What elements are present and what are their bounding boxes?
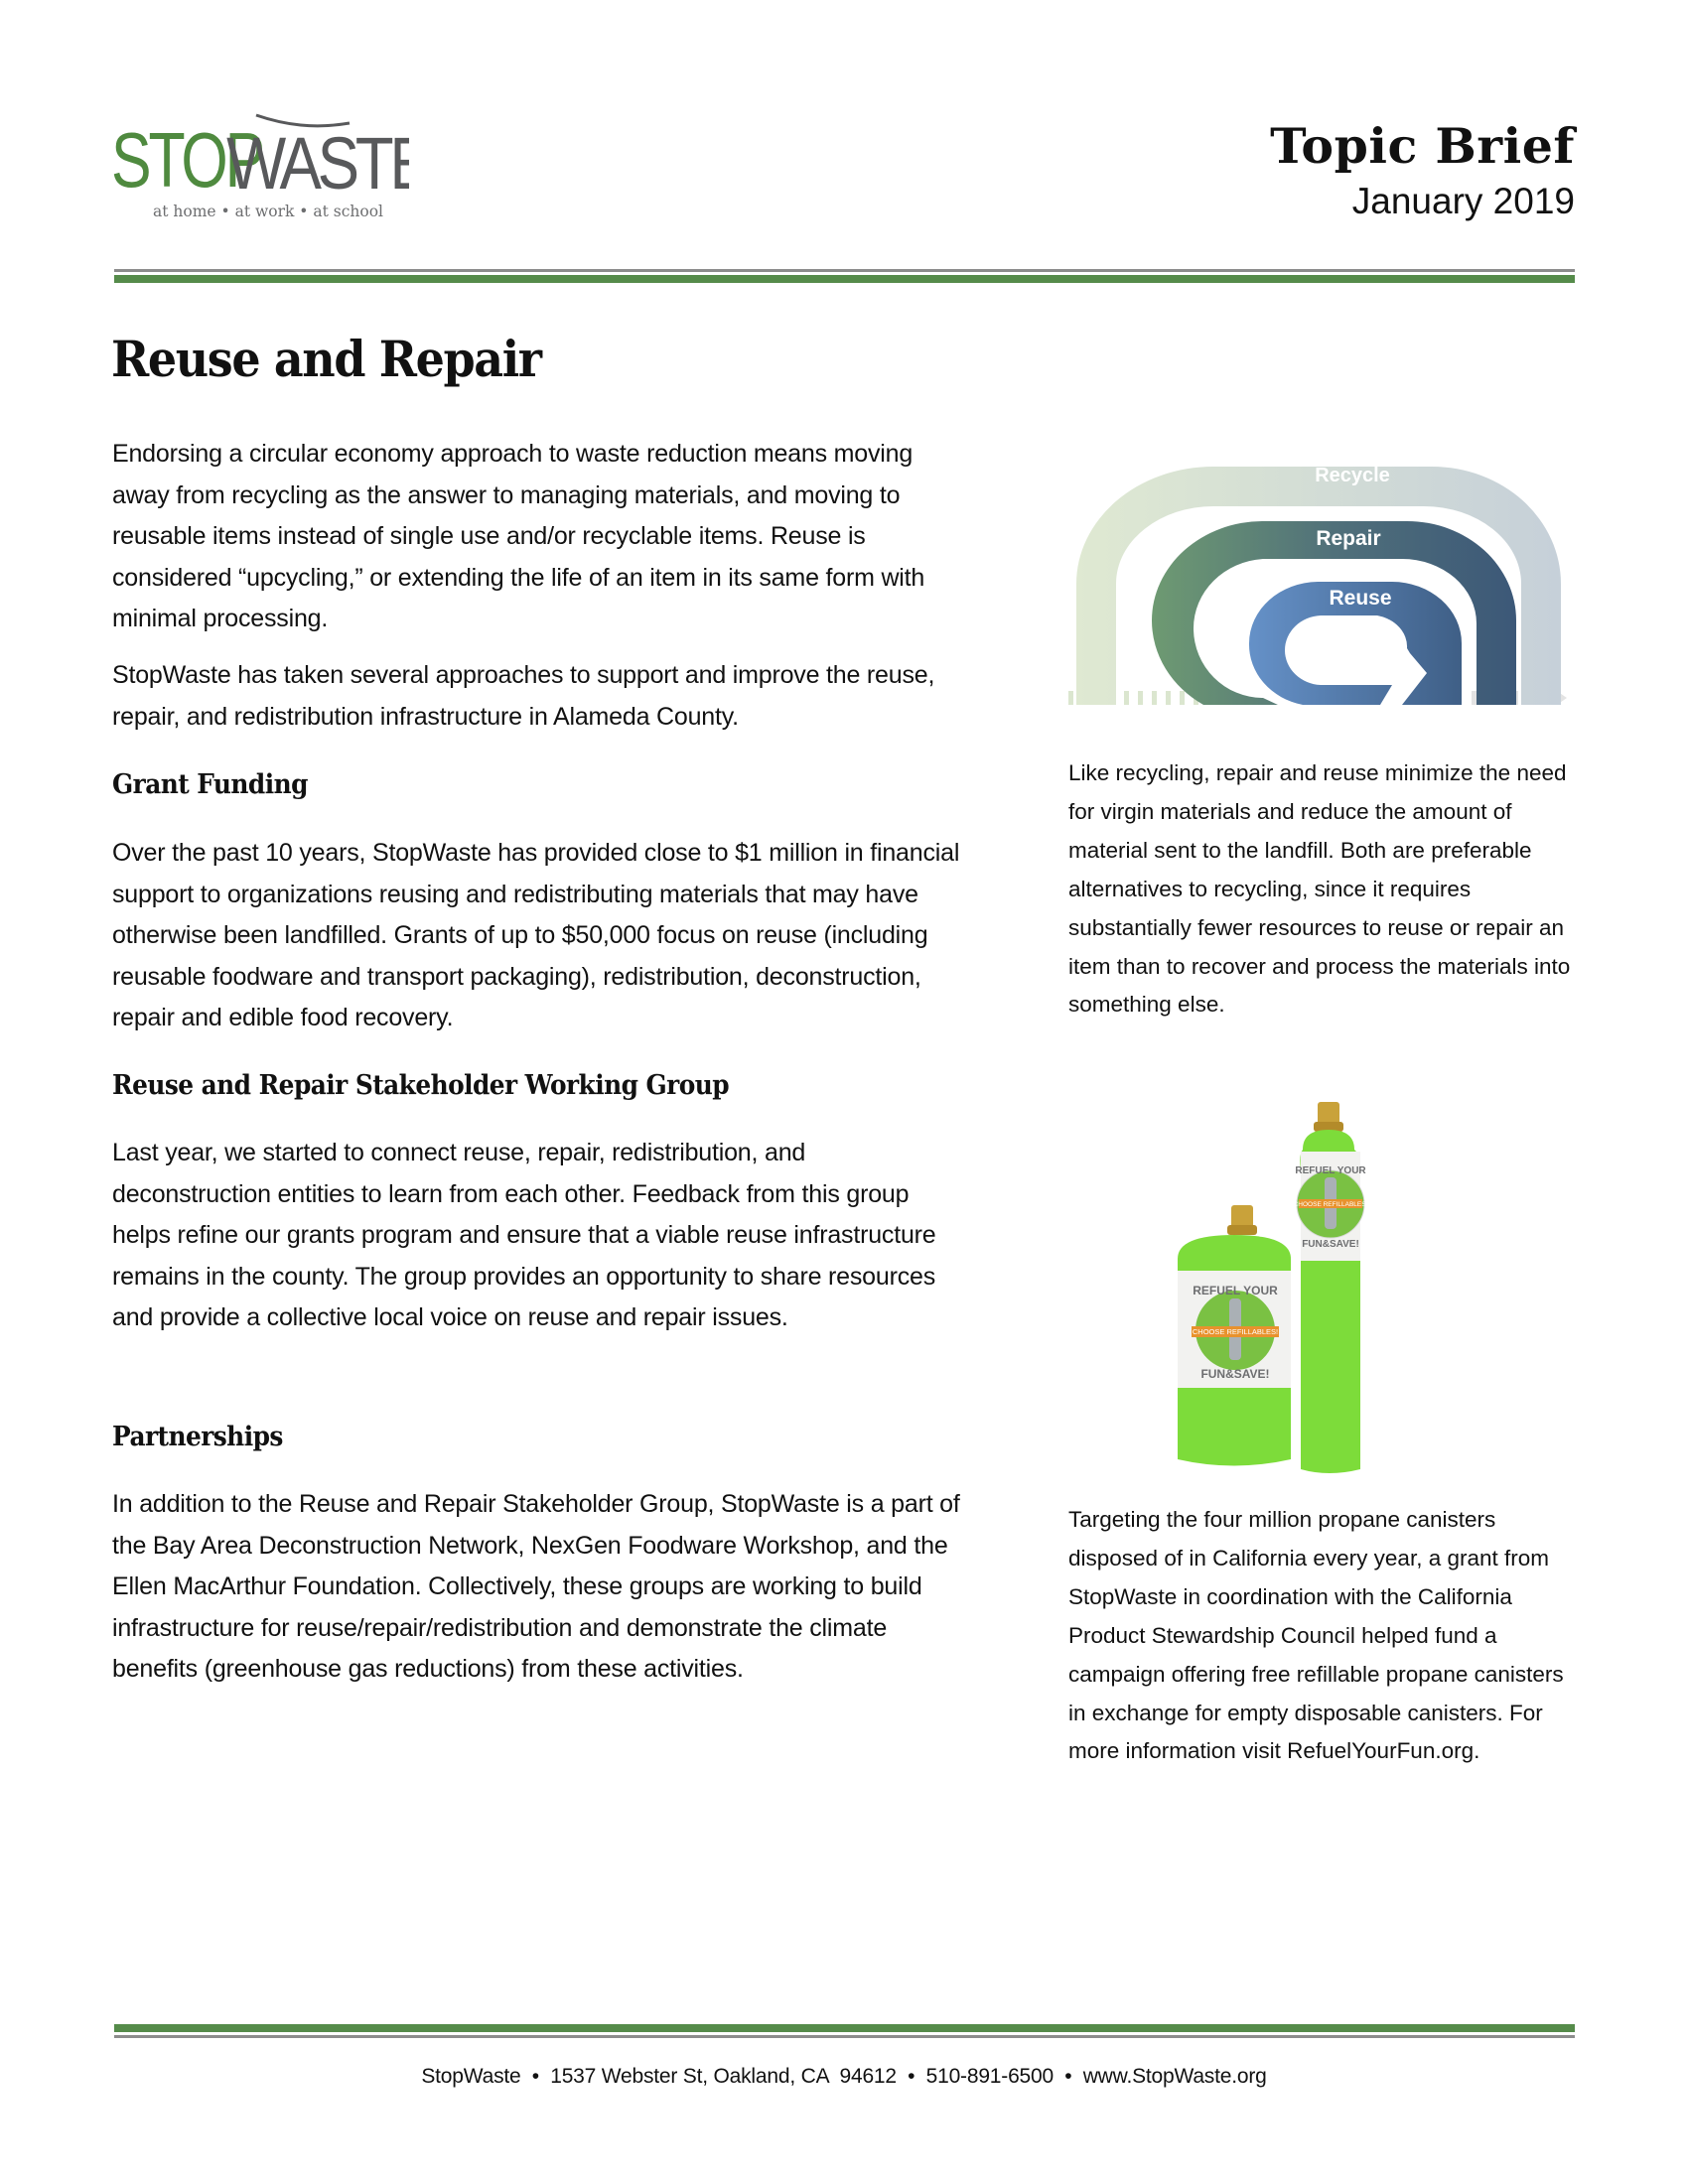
- footer-contact: [0, 2065, 1688, 2089]
- footer-separator: •: [1064, 2065, 1072, 2088]
- small-canister-label-bottom: FUN&SAVE!: [1200, 1367, 1270, 1381]
- intro-paragraph-1: Endorsing a circular economy approach to waste reduction means moving away from recycling as the answer to managing materials, and moving to reusable items instead of single use and/or recyclable items. Reuse is considered “upcycling,” or extending the life of an item in its same form with minimal processing.: [112, 440, 925, 633]
- footer-rule-gray: [114, 2035, 1575, 2038]
- tall-canister: [1294, 1102, 1368, 1473]
- reuse-repair-recycle-diagram: [1055, 445, 1585, 705]
- propane-canisters-image: [1172, 1100, 1420, 1477]
- doc-type-title: Topic Brief: [1270, 117, 1575, 175]
- footer-rule-green: [114, 2024, 1575, 2032]
- section-heading-working-group: Reuse and Repair Stakeholder Working Group: [112, 1070, 730, 1101]
- logo-stop-text: STOP: [111, 116, 263, 204]
- diagram-label-repair: Repair: [1316, 527, 1381, 550]
- tall-canister-label-top: REFUEL YOUR: [1295, 1165, 1366, 1176]
- small-canister-label-top: REFUEL YOUR: [1193, 1284, 1278, 1297]
- footer-org: StopWaste: [421, 2065, 521, 2088]
- footer-website[interactable]: www.StopWaste.org: [1082, 2065, 1267, 2088]
- footer-address: 1537 Webster St, Oakland, CA 94612: [550, 2065, 897, 2088]
- stopwaste-logo: [111, 107, 409, 222]
- logo-waste-text: WASTE: [226, 122, 409, 205]
- small-canister: [1178, 1205, 1291, 1466]
- section-paragraph-grant-funding: Over the past 10 years, StopWaste has provided close to $1 million in financial support to organizations reusing and redistributing materials that may have otherwise been landfilled. Grants of up to $50,000 focus on reuse (including reusable foodware and transport packaging), redistribution, deconstruction, repair and edible food recovery.: [112, 839, 960, 1032]
- footer-separator: •: [531, 2065, 539, 2088]
- diagram-label-reuse: Reuse: [1329, 587, 1392, 610]
- diagram-caption: Like recycling, repair and reuse minimize the need for virgin materials and reduce the amount of material sent to the landfill. Both are preferable alternatives to recycling, since it requires substantially fewer resources to reuse or repair an item than to recover and process the materials into something else.: [1068, 760, 1571, 1018]
- small-canister-banner: CHOOSE REFILLABLES!: [1192, 1327, 1279, 1336]
- section-heading-grant-funding: Grant Funding: [112, 769, 308, 800]
- tall-canister-label-bottom: FUN&SAVE!: [1302, 1239, 1359, 1250]
- tall-canister-banner: CHOOSE REFILLABLES!: [1293, 1201, 1368, 1208]
- header-rule-gray: [114, 269, 1575, 272]
- section-paragraph-working-group: Last year, we started to connect reuse, repair, redistribution, and deconstruction entities to learn from each other. Feedback from this group helps refine our grants program and ensure that a viable reuse infrastructure remains in the county. The group provides an opportunity to share resources and provide a collective local voice on reuse and repair issues.: [112, 1139, 936, 1332]
- intro-paragraph-2: StopWaste has taken several approaches to support and improve the reuse, repair, and redistribution infrastructure in Alameda County.: [112, 661, 935, 731]
- doc-date: January 2019: [1351, 181, 1575, 221]
- header-rule-green: [114, 275, 1575, 283]
- stopwaste-logo-graphic: [111, 107, 409, 222]
- section-heading-partnerships: Partnerships: [112, 1422, 283, 1452]
- canister-caption: Targeting the four million propane canisters disposed of in California every year, a grant from StopWaste in coordination with the California Product Stewardship Council helped fund a campaign offering free refillable propane canisters in exchange for empty disposable canisters. For more information visit RefuelYourFun.org.: [1068, 1507, 1564, 1764]
- footer-separator: •: [908, 2065, 915, 2088]
- section-paragraph-partnerships: In addition to the Reuse and Repair Stakeholder Group, StopWaste is a part of the Bay Area Deconstruction Network, NexGen Foodware Workshop, and the Ellen MacArthur Foundation. Collectively, these groups are working to build infrastructure for reuse/repair/redistribution and demonstrate the climate benefits (greenhouse gas reductions) from these activities.: [112, 1490, 960, 1684]
- logo-tagline: at home • at work • at school: [153, 203, 384, 220]
- diagram-label-recycle: Recycle: [1315, 465, 1390, 486]
- footer-phone: 510-891-6500: [925, 2065, 1054, 2088]
- page-title: Reuse and Repair: [111, 330, 541, 388]
